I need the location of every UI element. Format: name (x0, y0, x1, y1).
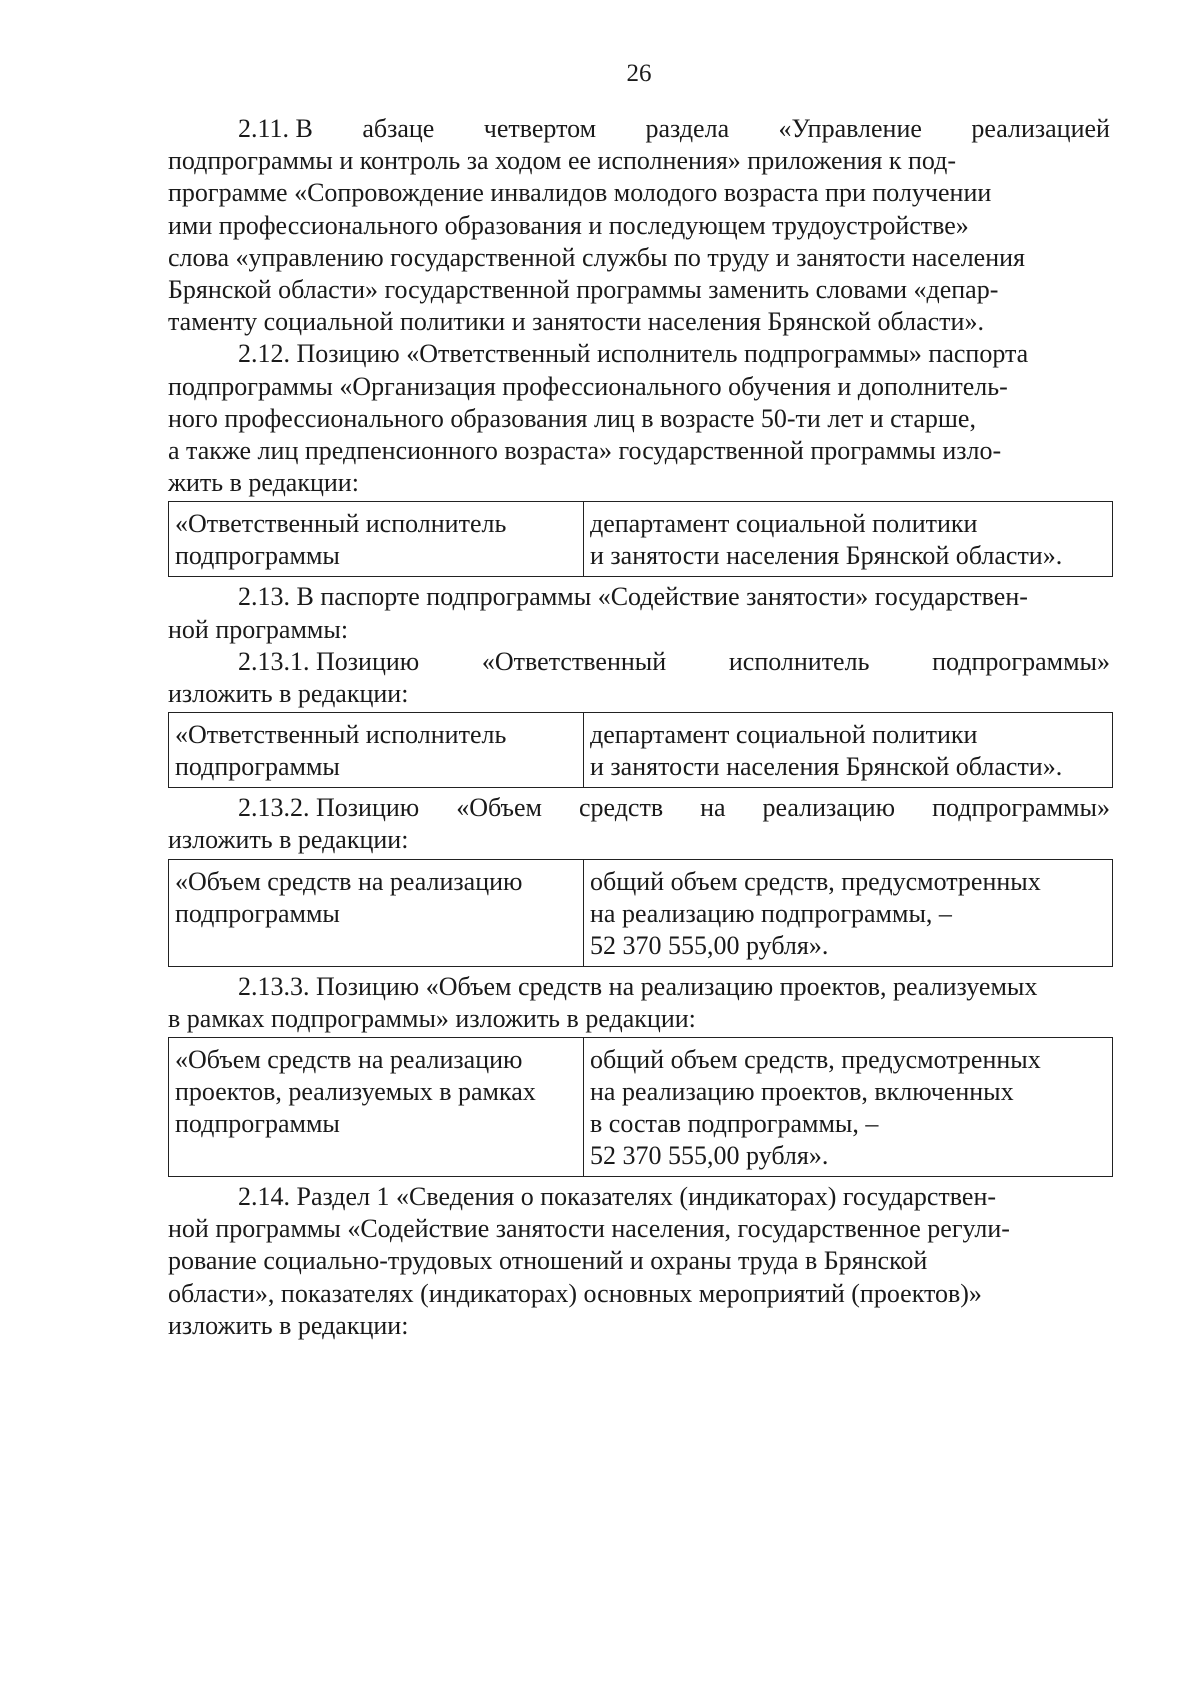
cell-line: «Объем средств на реализацию (175, 1045, 523, 1075)
line-text: изложить в редакции: (168, 1310, 409, 1340)
paragraph-line (168, 467, 1110, 499)
paragraph-line (168, 1213, 1110, 1245)
paragraph-line (168, 1278, 1110, 1310)
paragraph-line (168, 581, 1110, 613)
cell-line: и занятости населения Брянской области». (590, 541, 1063, 571)
cell-line: подпрограммы (175, 541, 340, 571)
paragraph-line (168, 1181, 1110, 1213)
table-cell-right (584, 502, 1113, 577)
line-text: 2.14. Раздел 1 «Сведения о показателях (индикаторах) государствен- (238, 1182, 997, 1212)
table-row (169, 502, 1113, 577)
cell-line: и занятости населения Брянской области». (590, 752, 1063, 782)
paragraph-2-13-1 (168, 646, 1110, 710)
paragraph-line (168, 306, 1110, 338)
word: на (700, 793, 726, 823)
line-text: Брянской области» государственной программы заменить словами «депар- (168, 275, 999, 305)
line-text: ной программы «Содействие занятости населения, государственное регули- (168, 1214, 1010, 1244)
cell-line: общий объем средств, предусмотренных (590, 1045, 1041, 1075)
line-text: жить в редакции: (168, 468, 359, 498)
paragraph-line (168, 177, 1110, 209)
document-body (168, 113, 1110, 1342)
line-text: области», показателях (индикаторах) основных мероприятий (проектов)» (168, 1278, 982, 1308)
table-cell-left (169, 1038, 584, 1177)
paragraph-line (168, 1003, 1110, 1035)
paragraph-line (168, 678, 1110, 710)
word: 2.11. В (238, 114, 313, 143)
paragraph-2-14 (168, 1181, 1110, 1342)
line-text: изложить в редакции: (168, 679, 409, 709)
line-text: изложить в редакции: (168, 825, 409, 855)
line-text: а также лиц предпенсионного возраста» государственной программы изло- (168, 436, 1002, 466)
word: средств (578, 793, 664, 823)
table-row (169, 859, 1113, 966)
paragraph-line (168, 210, 1110, 242)
table-cell-left (169, 502, 584, 577)
paragraph-line (168, 403, 1110, 435)
word: раздела (645, 114, 730, 143)
cell-line: общий объем средств, предусмотренных (590, 866, 1041, 896)
cell-line: на реализацию подпрограммы, – (590, 898, 952, 928)
paragraph-line (168, 338, 1110, 370)
table-cell-left (169, 713, 584, 788)
paragraph-line (168, 145, 1110, 177)
paragraph-2-12 (168, 338, 1110, 499)
paragraph-line (168, 113, 1110, 145)
word: «Ответственный (481, 646, 667, 676)
paragraph-line (168, 971, 1110, 1003)
line-text: программе «Сопровождение инвалидов молодого возраста при получении (168, 178, 992, 208)
paragraph-2-11 (168, 113, 1110, 338)
word: 2.13.2. Позицию (238, 793, 420, 823)
cell-line: подпрограммы (175, 1109, 340, 1139)
paragraph-line (168, 274, 1110, 306)
word: реализацией (971, 114, 1110, 143)
word: 2.13.1. Позицию (238, 646, 420, 676)
cell-line: 52 370 555,00 рубля». (590, 930, 829, 960)
paragraph-line (168, 792, 1110, 824)
word: подпрограммы» (932, 793, 1110, 823)
word: подпрограммы» (932, 646, 1110, 676)
word: исполнитель (728, 646, 870, 676)
page-number: 26 (626, 60, 652, 87)
table-cell-left (169, 859, 584, 966)
paragraph-2-13-2 (168, 792, 1110, 856)
word: четвертом (483, 114, 597, 143)
line-text: ими профессионального образования и последующем трудоустройстве» (168, 210, 969, 240)
cell-line: проектов, реализуемых в рамках (175, 1077, 536, 1107)
line-text: подпрограммы и контроль за ходом ее исполнения» приложения к под- (168, 146, 957, 176)
line-text: таменту социальной политики и занятости населения Брянской области». (168, 307, 984, 337)
word: «Объем (456, 793, 542, 823)
paragraph-2-13-3 (168, 971, 1110, 1035)
paragraph-line (168, 371, 1110, 403)
cell-line: «Ответственный исполнитель (175, 509, 507, 539)
line-text: 2.13. В паспорте подпрограммы «Содействие занятости» государствен- (238, 582, 1028, 612)
paragraph-line (168, 1245, 1110, 1277)
cell-line: департамент социальной политики (590, 509, 978, 539)
paragraph-line (168, 646, 1110, 678)
cell-line: «Ответственный исполнитель (175, 720, 507, 750)
cell-line: подпрограммы (175, 898, 340, 928)
word: абзаце (362, 114, 435, 143)
line-text: ного профессионального образования лиц в возрасте 50-ти лет и старше, (168, 403, 976, 433)
table-row (169, 1038, 1113, 1177)
cell-line: 52 370 555,00 рубля». (590, 1141, 829, 1171)
cell-line: в состав подпрограммы, – (590, 1109, 879, 1139)
line-text: в рамках подпрограммы» изложить в редакции: (168, 1003, 696, 1033)
table-row (169, 713, 1113, 788)
table-projects-funding (168, 1037, 1113, 1177)
table-cell-right (584, 1038, 1113, 1177)
cell-line: подпрограммы (175, 752, 340, 782)
line-text: рование социально-трудовых отношений и охраны труда в Брянской (168, 1246, 928, 1276)
line-text: ной программы: (168, 614, 349, 644)
word: реализацию (762, 793, 896, 823)
paragraph-2-13 (168, 581, 1110, 645)
table-responsible-executor-1 (168, 501, 1113, 577)
paragraph-line (168, 1310, 1110, 1342)
table-cell-right (584, 713, 1113, 788)
cell-line: «Объем средств на реализацию (175, 866, 523, 896)
table-subprogram-funding (168, 859, 1113, 967)
line-text: подпрограммы «Организация профессионального обучения и дополнитель- (168, 371, 1008, 401)
cell-line: департамент социальной политики (590, 720, 978, 750)
line-text: 2.12. Позицию «Ответственный исполнитель подпрограммы» паспорта (238, 339, 1029, 369)
table-responsible-executor-2 (168, 712, 1113, 788)
line-text: 2.13.3. Позицию «Объем средств на реализацию проектов, реализуемых (238, 971, 1038, 1001)
paragraph-line (168, 242, 1110, 274)
line-text: слова «управлению государственной службы по труду и занятости населения (168, 242, 1026, 272)
word: «Управление (778, 114, 922, 143)
paragraph-line (168, 824, 1110, 856)
cell-line: на реализацию проектов, включенных (590, 1077, 1014, 1107)
paragraph-line (168, 435, 1110, 467)
paragraph-line (168, 614, 1110, 646)
table-cell-right (584, 859, 1113, 966)
